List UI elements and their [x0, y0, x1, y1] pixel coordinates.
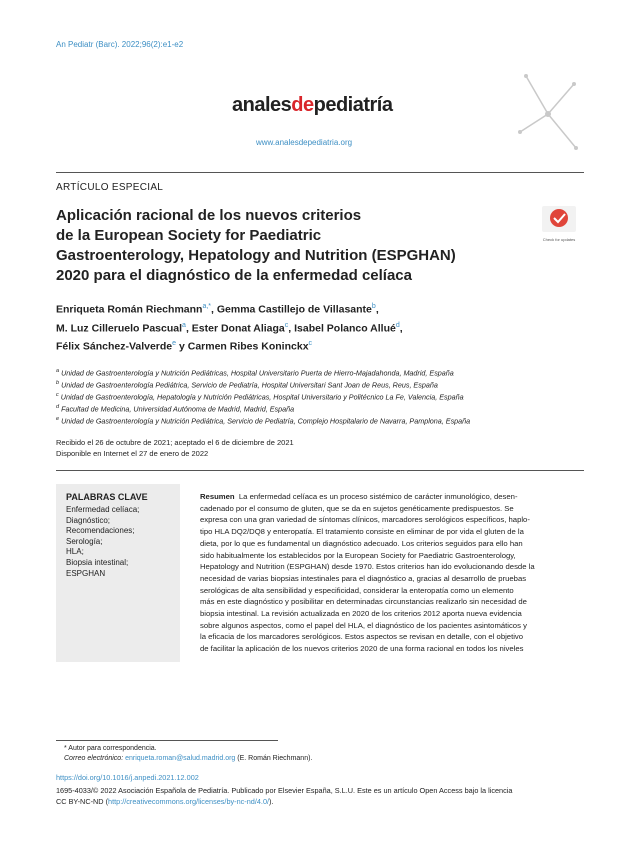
- author-name: Gemma Castillejo de Villasante: [216, 303, 372, 316]
- affiliation-text: Unidad de Gastroenterología y Nutrición Pediátrica, Servicio de Pediatría, Complejo Hospitalario de Navarra, Pamplona, España: [61, 416, 471, 426]
- copyright-line: 1695-4033/© 2022 Asociación Española de Pediatría. Publicado por Elsevier España, S.L.U. Este es un artículo Open Access bajo la licencia: [56, 786, 513, 795]
- abstract-line: Hepatology and Nutrition (ESPGHAN) desde 1970. Estos criterios han ido evolucionando desde la: [200, 562, 535, 572]
- abstract-line: cadenado por el consumo de gluten, que se da en sujetos genéticamente predispuestos. Se: [200, 503, 514, 513]
- affiliation: [56, 378, 584, 390]
- affiliation-text: Unidad de Gastroenterología Pediátrica, Servicio de Pediatría, Hospital Universitari Sant Joan de Reus, Reus, España: [61, 380, 438, 390]
- author-name: Isabel Polanco Allué: [294, 322, 396, 334]
- abstract-line: más en este diagnóstico y posibilitar en determinadas circunstancias realizarlo sin necesidad de: [200, 597, 527, 607]
- journal-logo[interactable]: [232, 94, 392, 117]
- logo-part-3: pediatría: [313, 94, 393, 116]
- abstract-line: biopsia intestinal. La revisión actualizada en 2020 de los criterios 2012 aporta nueva evidencia: [200, 609, 522, 619]
- logo-part-2: de: [291, 94, 314, 116]
- affiliation-text: Facultad de Medicina, Universidad Autónoma de Madrid, Madrid, España: [61, 404, 295, 414]
- footnote-marker: *: [64, 745, 67, 752]
- abstract-line: la eficacia de los marcadores serológicos. Estos aspectos se revisan en detalle, con el objetivo: [200, 632, 524, 642]
- affiliation-text: Unidad de Gastroenterología y Nutrición Pediátricas, Hospital Universitario Puerta de Hierro-Majadahonda, Madrid, España: [61, 368, 454, 378]
- license-suffix: ).: [269, 797, 274, 806]
- check-for-updates-badge[interactable]: [542, 206, 576, 242]
- crossmark-icon: [542, 206, 576, 232]
- abstract-line: tipo HLA DQ2/DQ8 y enteropatía. El tratamiento consiste en eliminar de por vida el gluten de la: [200, 527, 524, 537]
- email-note: [64, 754, 312, 764]
- author-affiliation-ref[interactable]: b: [371, 303, 376, 310]
- author-name: Enriqueta Román Riechmann: [56, 303, 203, 316]
- keyword-item: HLA;: [66, 547, 84, 557]
- title-line: 2020 para el diagnóstico de la enfermedad celíaca: [56, 267, 412, 284]
- email-link[interactable]: enriqueta.roman@salud.madrid.org: [125, 755, 236, 762]
- author-affiliation-ref[interactable]: e: [172, 340, 177, 347]
- abstract-line: sobre algunos aspectos, como el papel del HLA, el diagnóstico de los pacientes asintomáticos y: [200, 620, 527, 630]
- article-title: [56, 206, 486, 286]
- abstract-line: de facilitar la aplicación de los nuevos criterios 2020 de una forma racional en todos los niveles: [200, 644, 524, 654]
- keyword-item: Enfermedad celíaca;: [66, 505, 140, 514]
- affiliation-key: c: [56, 392, 59, 398]
- author-affiliation-ref[interactable]: a,*: [202, 303, 212, 310]
- email-owner: (E. Román Riechmann).: [237, 755, 313, 762]
- title-line: Aplicación racional de los nuevos criterios: [56, 207, 362, 224]
- footnote-divider: [56, 740, 278, 741]
- keywords-list: [66, 505, 139, 579]
- keywords-box: [56, 484, 180, 662]
- affiliation: [56, 366, 584, 378]
- author-affiliation-ref[interactable]: a: [182, 321, 186, 329]
- author-name: M. Luz Cilleruelo Pascual: [56, 322, 183, 334]
- abstract-line: dieta, por lo que es fundamental un diagnóstico adecuado. Los criterios seguidos para ello han: [200, 538, 523, 548]
- keyword-item: ESPGHAN: [66, 568, 106, 578]
- author-name: Félix Sánchez-Valverde: [56, 340, 173, 353]
- abstract-line: necesidad de varias biopsias intestinales para el diagnóstico a, gracias al desarrollo de pruebas: [200, 573, 527, 583]
- keyword-item: Recomendaciones;: [66, 526, 135, 536]
- affiliation: [56, 390, 584, 402]
- abstract-line: serológicas de alta sensibilidad y especificidad, considerar la enteropatía como un elemento: [200, 585, 514, 595]
- author-affiliation-ref[interactable]: d: [395, 321, 400, 329]
- copyright-line: [56, 796, 584, 807]
- available-date: Disponible en Internet el 27 de enero de 2022: [56, 449, 209, 458]
- author-name: Ester Donat Aliaga: [191, 322, 285, 334]
- abstract: [200, 491, 584, 655]
- author-separator: y: [176, 340, 188, 353]
- affiliation-text: Unidad de Gastroenterología, Hepatología y Nutrición Pediátricas, Hospital Universitario y Politécnico La Fe, Valencia, España: [60, 392, 464, 402]
- received-date: Recibido el 26 de octubre de 2021; aceptado el 6 de diciembre de 2021: [56, 438, 294, 447]
- keyword-item: Diagnóstico;: [66, 515, 111, 525]
- article-section: ARTÍCULO ESPECIAL: [56, 182, 164, 193]
- corresponding-author-note: [64, 744, 157, 754]
- article-dates: [56, 437, 294, 459]
- journal-website-link[interactable]: www.analesdepediatria.org: [256, 138, 353, 147]
- author-separator: ,: [211, 303, 217, 316]
- email-label: Correo electrónico:: [64, 755, 124, 762]
- keyword-item: Biopsia intestinal;: [66, 557, 129, 567]
- crossmark-label: Check for updates: [542, 237, 576, 242]
- affiliation-key: d: [56, 404, 60, 410]
- affiliation-key: b: [56, 380, 60, 386]
- affiliation-key: a: [56, 368, 60, 374]
- affiliation: [56, 402, 584, 414]
- network-graphic-icon: [512, 70, 584, 170]
- abstract-line: [200, 491, 584, 503]
- doi-link[interactable]: https://doi.org/10.1016/j.anpedi.2021.12.002: [56, 773, 199, 782]
- author-affiliation-ref[interactable]: c: [308, 340, 313, 347]
- abstract-label: Resumen: [200, 492, 235, 501]
- author-separator: ,: [288, 322, 295, 334]
- logo-part-1: anales: [232, 94, 292, 116]
- affiliation-key: e: [56, 416, 60, 422]
- copyright-notice: [56, 785, 584, 807]
- keyword-item: Serología;: [66, 536, 103, 546]
- footnote-label: Autor para correspondencia.: [68, 745, 157, 752]
- abstract-text: La enfermedad celíaca es un proceso sistémico de carácter inmunológico, desen-: [238, 492, 518, 501]
- title-line: Gastroenterology, Hepatology and Nutrition (ESPGHAN): [56, 247, 456, 264]
- author-name: Carmen Ribes Koninckx: [187, 340, 309, 353]
- affiliation: [56, 414, 584, 426]
- author-list: [56, 299, 526, 355]
- masthead-divider: [56, 172, 584, 173]
- license-link[interactable]: http://creativecommons.org/licenses/by-nc-nd/4.0/: [108, 797, 270, 806]
- title-line: de la European Society for Paediatric: [56, 227, 322, 244]
- abstract-line: sido habitualmente los establecidos por la European Society for Paediatric Gastroenterology,: [200, 550, 516, 560]
- license-prefix: CC BY-NC-ND (: [56, 797, 109, 806]
- journal-citation: An Pediatr (Barc). 2022;96(2):e1-e2: [56, 40, 184, 49]
- masthead: [56, 70, 584, 170]
- author-affiliation-ref[interactable]: c: [284, 321, 289, 329]
- dates-divider: [56, 470, 584, 471]
- author-separator: ,: [399, 322, 403, 334]
- author-separator: ,: [375, 303, 379, 316]
- abstract-line: expresa con una gran variedad de síntomas clínicos, marcadores serológicos específicos, haplo-: [200, 515, 530, 525]
- keywords-heading: PALABRAS CLAVE: [66, 492, 148, 502]
- author-separator: ,: [185, 322, 192, 334]
